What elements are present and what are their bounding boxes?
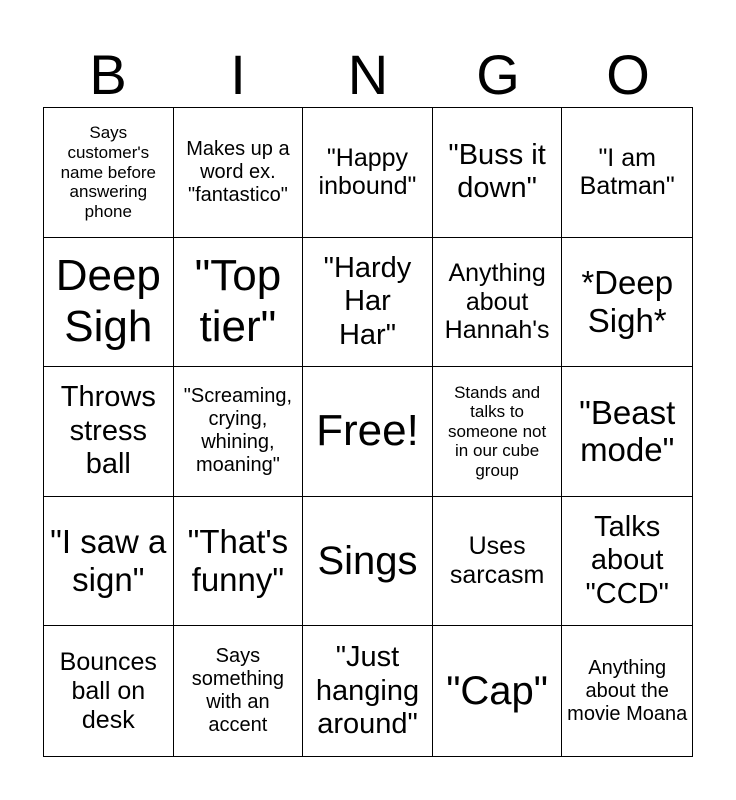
cell-text: "Top tier" xyxy=(194,251,282,351)
bingo-cell[interactable] xyxy=(562,367,692,497)
bingo-cell[interactable] xyxy=(44,108,174,238)
bingo-cell[interactable] xyxy=(433,238,563,368)
bingo-cell[interactable] xyxy=(303,108,433,238)
cell-text: "Happy inbound" xyxy=(318,143,417,201)
bingo-cell[interactable] xyxy=(44,626,174,756)
cell-text: "I am Batman" xyxy=(579,143,675,201)
cell-text: Throws stress ball xyxy=(60,381,156,481)
bingo-cell[interactable] xyxy=(562,626,692,756)
cell-text: Talks about "CCD" xyxy=(585,511,669,610)
header-letter-b: B xyxy=(89,43,127,106)
cell-text: Makes up a word ex. "fantastico" xyxy=(186,137,290,206)
bingo-cell[interactable] xyxy=(562,108,692,238)
header-letter-g: G xyxy=(476,43,520,106)
header-letter-o: O xyxy=(606,43,650,106)
bingo-cell[interactable] xyxy=(44,238,174,368)
bingo-cell[interactable] xyxy=(562,238,692,368)
cell-text: Stands and talks to someone not in our cube group xyxy=(447,382,547,480)
cell-text: Says customer's name before answering phone xyxy=(60,123,157,221)
cell-text: "Beast mode" xyxy=(579,393,676,469)
bingo-cell[interactable] xyxy=(174,108,304,238)
bingo-board xyxy=(43,107,693,757)
bingo-cell[interactable] xyxy=(303,367,433,497)
cell-text: Anything about the movie Moana xyxy=(567,656,688,725)
cell-text: "Screaming, crying, whining, moaning" xyxy=(183,385,293,477)
header-letter-n: N xyxy=(347,43,389,106)
bingo-cell[interactable] xyxy=(174,238,304,368)
bingo-cell[interactable] xyxy=(433,108,563,238)
cell-text: "I saw a sign" xyxy=(50,523,167,599)
cell-text: "That's funny" xyxy=(187,523,289,599)
cell-text: "Cap" xyxy=(446,669,548,714)
bingo-cell[interactable] xyxy=(303,238,433,368)
bingo-cell[interactable] xyxy=(562,497,692,627)
bingo-cell[interactable] xyxy=(44,367,174,497)
cell-text: Uses sarcasm xyxy=(449,532,545,590)
bingo-header xyxy=(43,44,693,106)
bingo-cell[interactable] xyxy=(303,626,433,756)
bingo-cell[interactable] xyxy=(433,497,563,627)
cell-text: *Deep Sigh* xyxy=(581,263,674,339)
header-letter-i: I xyxy=(230,43,246,106)
cell-text: "Just hanging around" xyxy=(315,641,420,740)
bingo-cell[interactable] xyxy=(174,497,304,627)
bingo-cell[interactable] xyxy=(174,626,304,756)
cell-text: "Buss it down" xyxy=(448,138,546,205)
cell-text: Anything about Hannah's xyxy=(444,258,550,345)
bingo-cell[interactable] xyxy=(433,626,563,756)
cell-text: Says something with an accent xyxy=(191,645,285,737)
cell-text: Free! xyxy=(316,406,419,456)
bingo-cell[interactable] xyxy=(174,367,304,497)
cell-text: Bounces ball on desk xyxy=(59,648,157,734)
bingo-cell[interactable] xyxy=(433,367,563,497)
bingo-cell[interactable] xyxy=(44,497,174,627)
bingo-cell[interactable] xyxy=(303,497,433,627)
cell-text: Sings xyxy=(317,539,418,584)
cell-text: "Hardy Har Har" xyxy=(323,251,412,351)
cell-text: Deep Sigh xyxy=(55,251,161,351)
